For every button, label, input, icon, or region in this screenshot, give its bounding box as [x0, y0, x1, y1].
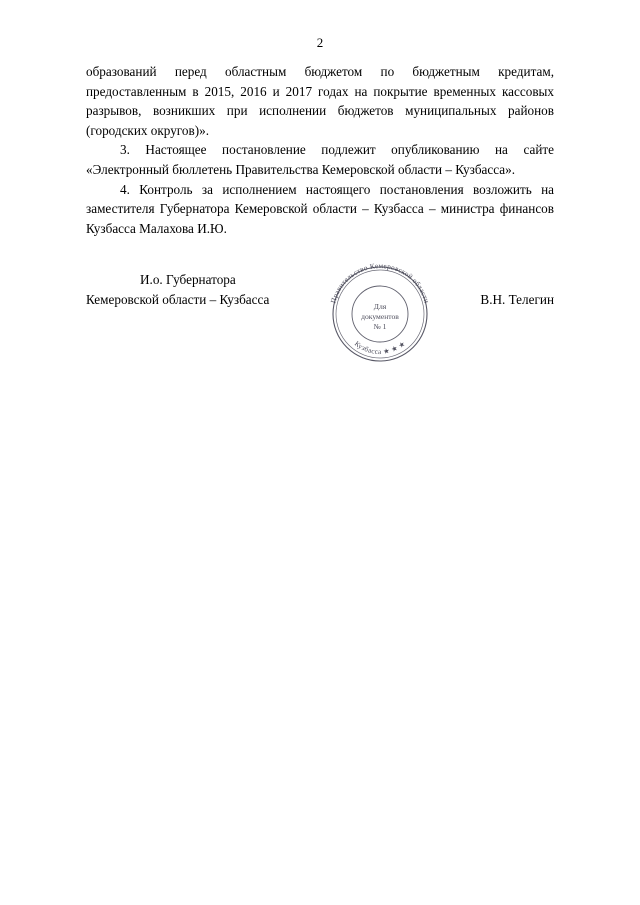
document-body — [86, 62, 554, 238]
page-number: 2 — [316, 35, 324, 50]
paragraph-continued: образований перед областным бюджетом по бюджетным кредитам, предоставленным в 2015, 2016 и 2017 годах на покрытие временных кассовых разрывов, возникших при исполнении бюджетов муниципальных районов (городских округов)». — [86, 64, 554, 138]
svg-text:Правительство Кемеровской обла: Правительство Кемеровской области — [329, 261, 431, 305]
stamp-center-line-3: № 1 — [373, 322, 387, 331]
signature-organization: Кемеровской области – Кузбасса — [86, 291, 270, 307]
paragraph-4: 4. Контроль за исполнением настоящего постановления возложить на заместителя Губернатора Кемеровской области – Кузбасса – министра финансов Кузбасса Малахова И.Ю. — [86, 181, 554, 236]
signature-title: И.о. Губернатора — [140, 272, 236, 287]
stamp-center-line-2: документов — [361, 312, 399, 321]
signature-name: В.Н. Телегин — [480, 291, 554, 307]
stamp-center-line-1: Для — [373, 302, 387, 311]
official-stamp — [318, 252, 442, 376]
svg-text:Кузбасса ★ ★ ★: Кузбасса ★ ★ ★ — [352, 339, 408, 357]
paragraph-3: 3. Настоящее постановление подлежит опубликованию на сайте «Электронный бюллетень Правительства Кемеровской области – Кузбасса». — [86, 142, 554, 177]
